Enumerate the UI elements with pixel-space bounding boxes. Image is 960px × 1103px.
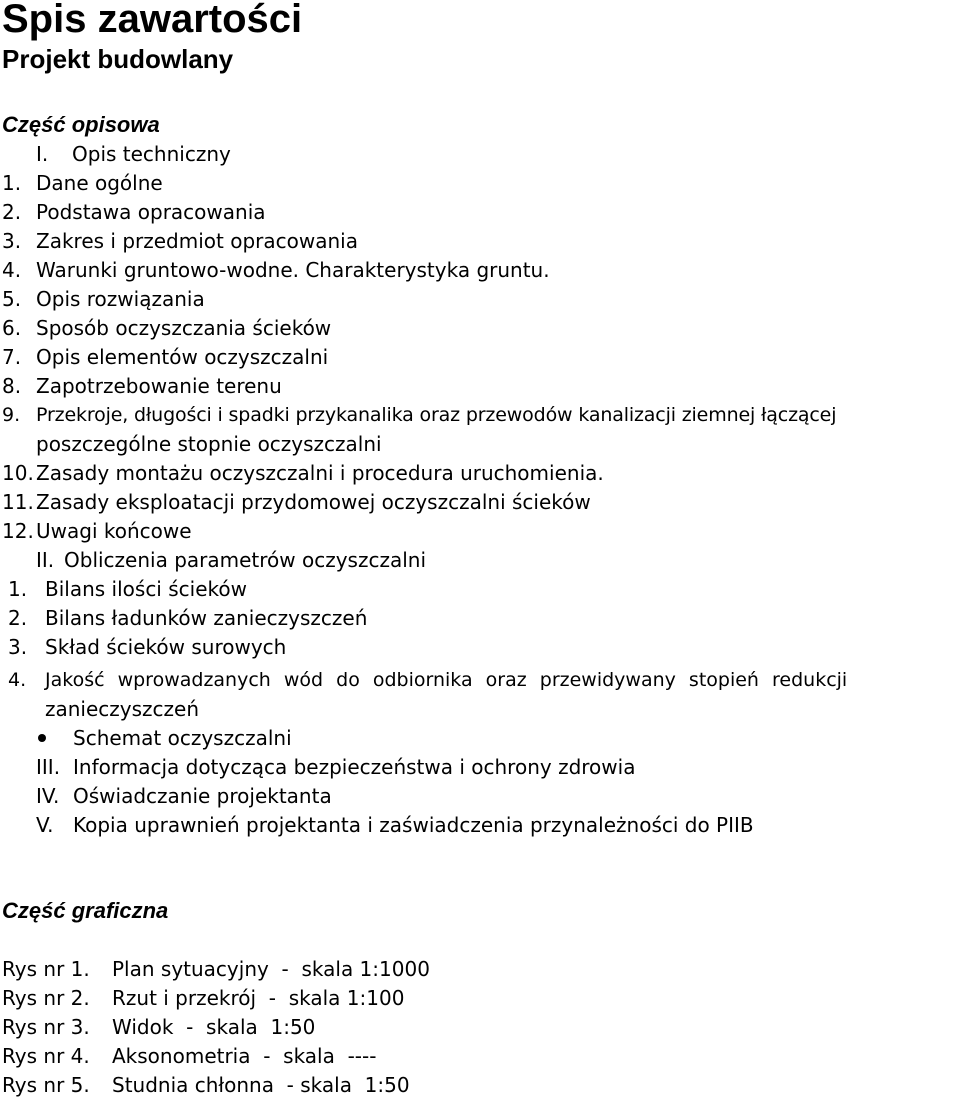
- page-title: Spis zawartości: [2, 0, 303, 41]
- item-label: Przekroje, długości i spadki przykanalika oraz przewodów kanalizacji ziemnej łączącej: [36, 404, 837, 426]
- drawing-item: [2, 1071, 410, 1100]
- drawing-number: Rys nr 1.: [2, 957, 90, 981]
- item-number: 6.: [2, 316, 22, 340]
- list-item-continuation: poszczególne stopnie oczyszczalni: [36, 432, 382, 456]
- list-item: [2, 343, 328, 372]
- item-label: Opis elementów oczyszczalni: [36, 345, 329, 369]
- item-number: 1.: [2, 171, 22, 195]
- list-item: [2, 372, 282, 401]
- drawing-item: [2, 984, 404, 1013]
- part-heading-3: [36, 753, 635, 782]
- item-number: 7.: [2, 345, 22, 369]
- part-heading-2: [36, 546, 426, 575]
- item-number: 2.: [2, 200, 22, 224]
- list-item: [8, 604, 367, 633]
- list-item: [2, 256, 550, 285]
- item-number: 10.: [2, 461, 34, 485]
- item-label: Zapotrzebowanie terenu: [36, 374, 282, 398]
- drawing-label: Aksonometria - skala ----: [112, 1044, 377, 1068]
- item-label: Dane ogólne: [36, 171, 163, 195]
- drawing-number: Rys nr 2.: [2, 986, 90, 1010]
- drawing-label: Widok - skala 1:50: [112, 1015, 316, 1039]
- item-number: 1.: [8, 577, 28, 601]
- list-item: [2, 459, 604, 488]
- item-number: 3.: [8, 635, 28, 659]
- drawing-item: [2, 1013, 315, 1042]
- bullet-label: Schemat oczyszczalni: [73, 726, 292, 750]
- item-label: Opis rozwiązania: [36, 287, 205, 311]
- drawing-number: Rys nr 3.: [2, 1015, 90, 1039]
- item-number: 4.: [2, 258, 22, 282]
- item-label: Podstawa opracowania: [36, 200, 266, 224]
- bullet-item: [38, 724, 292, 753]
- part-heading-4: [36, 782, 332, 811]
- item-label: Skład ścieków surowych: [45, 635, 287, 659]
- drawing-item: [2, 955, 430, 984]
- part-number: I.: [36, 142, 49, 166]
- item-number: 2.: [8, 606, 28, 630]
- item-label: Bilans ilości ścieków: [45, 577, 247, 601]
- part-label: Obliczenia parametrów oczyszczalni: [64, 548, 427, 572]
- part-number: V.: [36, 813, 54, 837]
- item-number: 8.: [2, 374, 22, 398]
- list-item: [8, 633, 286, 662]
- item-label: Zakres i przedmiot opracowania: [36, 229, 358, 253]
- item-label: Sposób oczyszczania ścieków: [36, 316, 332, 340]
- item-label: Zasady montażu oczyszczalni i procedura uruchomienia.: [36, 461, 604, 485]
- list-item: [2, 314, 331, 343]
- section-heading-descriptive: Część opisowa: [2, 112, 160, 137]
- section-heading-graphic: Część graficzna: [2, 898, 169, 923]
- part-label: Opis techniczny: [72, 142, 231, 166]
- drawing-label: Studnia chłonna - skala 1:50: [112, 1073, 410, 1097]
- drawing-label: Rzut i przekrój - skala 1:100: [112, 986, 405, 1010]
- drawing-number: Rys nr 5.: [2, 1073, 90, 1097]
- part-label: Oświadczanie projektanta: [73, 784, 332, 808]
- page-subtitle: Projekt budowlany: [2, 44, 234, 74]
- item-label: Uwagi końcowe: [36, 519, 192, 543]
- bullet-icon: [38, 734, 46, 742]
- list-item: [2, 227, 358, 256]
- part-label: Informacja dotycząca bezpieczeństwa i ochrony zdrowia: [73, 755, 636, 779]
- item-number: 4.: [8, 669, 27, 691]
- item-number: 12.: [2, 519, 34, 543]
- part-number: II.: [36, 548, 55, 572]
- list-item: [8, 575, 247, 604]
- item-number: 3.: [2, 229, 22, 253]
- item-label: Jakość wprowadzanych wód do odbiornika oraz przewidywany stopień redukcji: [45, 669, 848, 691]
- list-item: [8, 666, 847, 695]
- item-number: 5.: [2, 287, 22, 311]
- drawing-item: [2, 1042, 376, 1071]
- list-item: [2, 517, 192, 546]
- list-item: [2, 198, 266, 227]
- list-item: [2, 401, 836, 430]
- list-item: [2, 169, 163, 198]
- part-heading-1: [36, 140, 231, 169]
- item-label: Bilans ładunków zanieczyszczeń: [45, 606, 368, 630]
- item-label: Warunki gruntowo-wodne. Charakterystyka gruntu.: [36, 258, 550, 282]
- part-number: IV.: [36, 784, 60, 808]
- part-number: III.: [36, 755, 61, 779]
- list-item: [2, 488, 591, 517]
- list-item: [2, 285, 205, 314]
- part-label: Kopia uprawnień projektanta i zaświadczenia przynależności do PIIB: [73, 813, 754, 837]
- item-number: 11.: [2, 490, 34, 514]
- part-heading-5: [36, 811, 754, 840]
- item-number: 9.: [2, 404, 21, 426]
- drawing-number: Rys nr 4.: [2, 1044, 90, 1068]
- drawing-label: Plan sytuacyjny - skala 1:1000: [112, 957, 430, 981]
- list-item-continuation: zanieczyszczeń: [45, 697, 200, 721]
- item-label: Zasady eksploatacji przydomowej oczyszczalni ścieków: [36, 490, 591, 514]
